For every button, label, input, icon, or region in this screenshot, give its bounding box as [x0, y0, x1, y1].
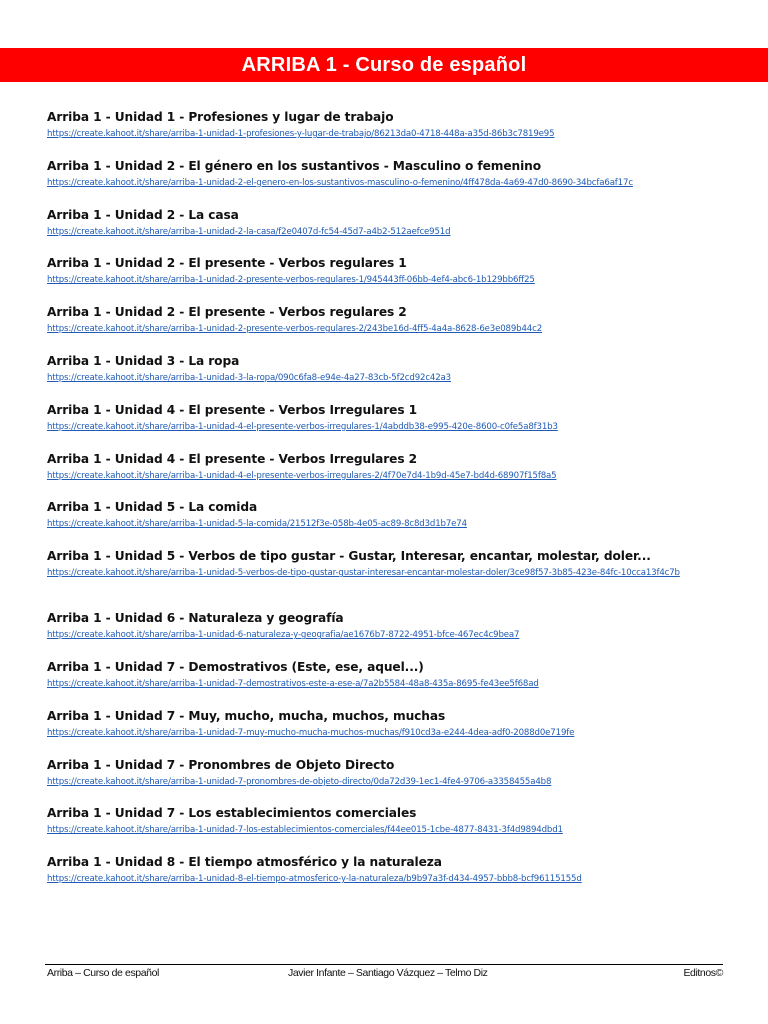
list-item: [47, 609, 747, 658]
entry-link[interactable]: https://create.kahoot.it/share/arriba-1-unidad-8-el-tiempo-atmosferico-y-la-naturaleza/b9b97a3f-d434-4957-bbb8-bcf96115155d: [47, 874, 582, 885]
entry-title: Arriba 1 - Unidad 8 - El tiempo atmosférico y la naturaleza: [47, 855, 442, 870]
list-item: [47, 658, 747, 707]
list-item: [47, 352, 747, 401]
kahoot-link-list: [47, 108, 747, 902]
entry-link[interactable]: https://create.kahoot.it/share/arriba-1-unidad-5-la-comida/21512f3e-058b-4e05-ac89-8c8d3d1b7e74: [47, 519, 467, 530]
entry-title: Arriba 1 - Unidad 7 - Muy, mucho, mucha, muchos, muchas: [47, 708, 446, 723]
entry-link[interactable]: https://create.kahoot.it/share/arriba-1-unidad-4-el-presente-verbos-irregulares-2/4f70e7d4-1b9d-45e7-bd4d-68907f15f8a5: [47, 470, 557, 481]
list-item: [47, 804, 747, 853]
entry-title: Arriba 1 - Unidad 2 - El género en los sustantivos - Masculino o femenino: [47, 158, 542, 173]
entry-link[interactable]: https://create.kahoot.it/share/arriba-1-unidad-5-verbos-de-tipo-gustar-gustar-interesar-encantar-molestar-doler/3ce98f57-3b85-423e-84fc-10cca13f4c7b: [47, 568, 680, 579]
entry-link[interactable]: https://create.kahoot.it/share/arriba-1-unidad-3-la-ropa/090c6fa8-e94e-4a27-83cb-5f2cd92c42a3: [47, 372, 451, 383]
entry-title: Arriba 1 - Unidad 6 - Naturaleza y geografía: [47, 611, 344, 626]
footer-course-name: Arriba – Curso de español: [47, 967, 159, 979]
entry-link[interactable]: https://create.kahoot.it/share/arriba-1-unidad-2-la-casa/f2e0407d-fc54-45d7-a4b2-512aefce951d: [47, 226, 451, 237]
list-item: [47, 450, 747, 499]
entry-link[interactable]: https://create.kahoot.it/share/arriba-1-unidad-2-presente-verbos-regulares-2/243be16d-4ff5-4a4a-8628-6e3e089b44c2: [47, 324, 543, 335]
list-item: [47, 303, 747, 352]
entry-link[interactable]: https://create.kahoot.it/share/arriba-1-unidad-2-presente-verbos-regulares-1/945443ff-06bb-4ef4-abc6-1b129bb6ff25: [47, 275, 535, 286]
entry-link[interactable]: https://create.kahoot.it/share/arriba-1-unidad-4-el-presente-verbos-irregulares-1/4abddb38-e995-420e-8600-c0fe5a8f31b3: [47, 421, 558, 432]
list-item: [47, 498, 747, 547]
entry-title: Arriba 1 - Unidad 4 - El presente - Verbos Irregulares 2: [47, 451, 418, 466]
list-item: [47, 254, 747, 303]
entry-title: Arriba 1 - Unidad 7 - Los establecimientos comerciales: [47, 806, 417, 821]
list-item: [47, 853, 747, 902]
entry-link[interactable]: https://create.kahoot.it/share/arriba-1-unidad-6-naturaleza-y-geografia/ae1676b7-8722-4951-bfce-467ec4c9bea7: [47, 630, 520, 641]
entry-link[interactable]: https://create.kahoot.it/share/arriba-1-unidad-7-demostrativos-este-a-ese-a/7a2b5584-48a8-435a-8695-fe43ee5f68ad: [47, 678, 539, 689]
list-item: [47, 206, 747, 255]
entry-title: Arriba 1 - Unidad 7 - Demostrativos (Este, ese, aquel...): [47, 659, 424, 674]
entry-title: Arriba 1 - Unidad 5 - Verbos de tipo gustar - Gustar, Interesar, encantar, molestar, doler...: [47, 549, 651, 564]
entry-link[interactable]: https://create.kahoot.it/share/arriba-1-unidad-2-el-genero-en-los-sustantivos-masculino-o-femenino/4ff478da-4a69-47d0-8690-34bcfa6af17c: [47, 177, 633, 188]
page-title: ARRIBA 1 - Curso de español: [241, 53, 527, 76]
entry-title: Arriba 1 - Unidad 1 - Profesiones y lugar de trabajo: [47, 110, 394, 124]
entry-title: Arriba 1 - Unidad 2 - El presente - Verbos regulares 1: [47, 256, 407, 271]
list-item: [47, 157, 747, 206]
list-item: [47, 547, 747, 609]
entry-link[interactable]: https://create.kahoot.it/share/arriba-1-unidad-1-profesiones-y-lugar-de-trabajo/86213da0-4718-448a-a35d-86b3c7819e95: [47, 129, 555, 139]
footer-authors: Javier Infante – Santiago Vázquez – Telmo Diz: [288, 967, 488, 979]
entry-title: Arriba 1 - Unidad 2 - La casa: [47, 207, 239, 222]
entry-link[interactable]: https://create.kahoot.it/share/arriba-1-unidad-7-muy-mucho-mucha-muchos-muchas/f910cd3a-e244-4dea-adf0-2088d0e719fe: [47, 727, 575, 738]
entry-title: Arriba 1 - Unidad 5 - La comida: [47, 500, 258, 515]
list-item: [47, 707, 747, 756]
title-bar: [0, 48, 768, 82]
entry-link[interactable]: https://create.kahoot.it/share/arriba-1-unidad-7-los-establecimientos-comerciales/f44ee015-1cbe-4877-8431-3f4d9894dbd1: [47, 825, 563, 836]
entry-title: Arriba 1 - Unidad 2 - El presente - Verbos regulares 2: [47, 305, 407, 320]
footer-divider: [45, 964, 723, 965]
entry-title: Arriba 1 - Unidad 4 - El presente - Verbos Irregulares 1: [47, 402, 418, 417]
list-item: [47, 401, 747, 450]
footer-publisher: Editnos©: [683, 967, 723, 979]
entry-title: Arriba 1 - Unidad 7 - Pronombres de Objeto Directo: [47, 757, 395, 772]
list-item: [47, 108, 747, 157]
entry-title: Arriba 1 - Unidad 3 - La ropa: [47, 353, 240, 368]
entry-link[interactable]: https://create.kahoot.it/share/arriba-1-unidad-7-pronombres-de-objeto-directo/0da72d39-1ec1-4fe4-9706-a3358455a4b8: [47, 776, 552, 787]
list-item: [47, 756, 747, 805]
